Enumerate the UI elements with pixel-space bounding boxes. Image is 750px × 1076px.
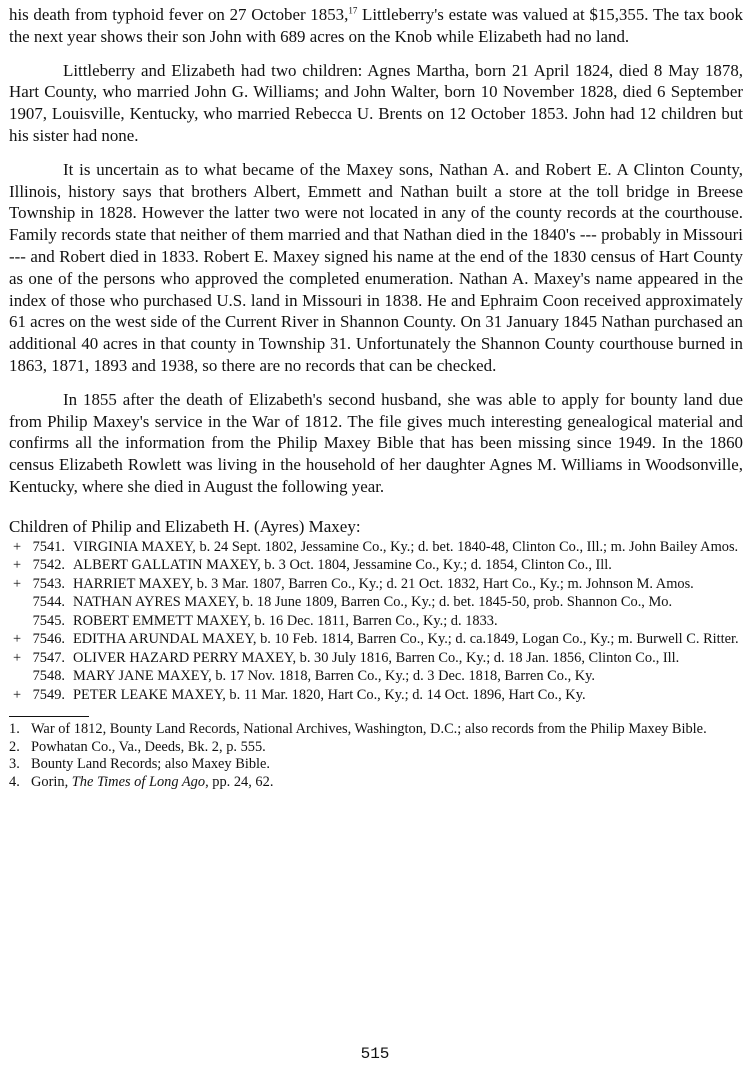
paragraph-4: In 1855 after the death of Elizabeth's second husband, she was able to apply for bounty land due from Philip Maxey's service in the War of 1812. The file gives much interesting genealogical material and confirms all the information from the Philip Maxey Bible that has been missing since 1949. In the 1860 census Elizabeth Rowlett was living in the household of her daughter Agnes M. Williams in Woodsonville, Kentucky, where she died in August the following year. [9,389,743,496]
paragraph-1: his death from typhoid fever on 27 October 1853,17 Littleberry's estate was valued at $15,355. The tax book the next year shows their son John with 689 acres on the Knob while Elizabeth had no land. [9,5,744,46]
child-entry: + 7541. VIRGINIA MAXEY, b. 24 Sept. 1802, Jessamine Co., Ky.; d. bet. 1840-48, Clinton Co., Ill.; m. John Bailey Amos. [12,538,739,555]
child-entry: + 7543. HARRIET MAXEY, b. 3 Mar. 1807, Barren Co., Ky.; d. 21 Oct. 1832, Hart Co., Ky.; m. Johnson M. Amos. [12,575,694,592]
children-list [9,539,743,705]
child-entry: + 7547. OLIVER HAZARD PERRY MAXEY, b. 30 July 1816, Barren Co., Ky.; d. 18 Jan. 1856, Clinton Co., Ill. [12,649,680,666]
paragraph-3: It is uncertain as to what became of the Maxey sons, Nathan A. and Robert E. A Clinton County, Illinois, history says that brothers Albert, Emmett and Nathan built a store at the toll bridge in Breese Township in 1828. However the latter two were not located in any of the county records at the courthouse. Family records state that neither of them married and that Nathan died in the 1840's --- probably in Missouri --- and Robert died in 1833. Robert E. Maxey signed his name at the end of the 1830 census of Hart County as one of the persons who approved the completed enumeration. Nathan A. Maxey's name appeared in the index of those who purchased U.S. land in Missouri in 1838. He and Ephraim Coon received approximately 61 acres on the west side of the Current River in Shannon County. On 31 January 1845 Nathan purchased an additional 40 acres in that county in Township 31. Unfortunately the Shannon County courthouse burned in 1863, 1871, 1893 and 1938, so there are no records that can be checked. [9,159,743,375]
child-entry: 7544. NATHAN AYRES MAXEY, b. 18 June 1809, Barren Co., Ky.; d. bet. 1845-50, prob. Shannon Co., Mo. [32,594,673,611]
page-number: 515 [360,1045,390,1063]
footnote: 1. War of 1812, Bounty Land Records, National Archives, Washington, D.C.; also records from the Philip Maxey Bible. [9,721,707,738]
child-entry: + 7542. ALBERT GALLATIN MAXEY, b. 3 Oct. 1804, Jessamine Co., Ky.; d. 1854, Clinton Co., Ill. [12,557,612,574]
child-entry: + 7549. PETER LEAKE MAXEY, b. 11 Mar. 1820, Hart Co., Ky.; d. 14 Oct. 1896, Hart Co., Ky. [12,686,586,703]
paragraph-2: Littleberry and Elizabeth had two children: Agnes Martha, born 21 April 1824, died 8 May 1878, Hart County, who married John G. Williams; and John Walter, born 10 November 1828, died 6 September 1907, Louisville, Kentucky, who married Rebecca U. Brents on 12 October 1853. John had 12 children but his sister had none. [9,60,743,145]
footnote-divider [9,716,89,717]
child-entry: + 7546. EDITHA ARUNDAL MAXEY, b. 10 Feb. 1814, Barren Co., Ky.; d. ca.1849, Logan Co., Ky.; m. Burwell C. Ritter. [12,631,739,648]
page-body [9,4,743,791]
footnote-ref-17: 17 [348,5,358,16]
footnote: 4. Gorin, The Times of Long Ago, pp. 24, 62. [9,773,274,790]
footnote: 2. Powhatan Co., Va., Deeds, Bk. 2, p. 555. [9,738,266,755]
footnote: 3. Bounty Land Records; also Maxey Bible. [9,756,271,773]
children-heading: Children of Philip and Elizabeth H. (Ayres) Maxey: [9,516,361,536]
footnotes [9,721,743,791]
child-entry: 7548. MARY JANE MAXEY, b. 17 Nov. 1818, Barren Co., Ky.; d. 3 Dec. 1818, Barren Co., Ky. [32,668,596,685]
book-title: The Times of Long Ago [71,773,206,790]
child-entry: 7545. ROBERT EMMETT MAXEY, b. 16 Dec. 1811, Barren Co., Ky.; d. 1833. [32,612,498,629]
